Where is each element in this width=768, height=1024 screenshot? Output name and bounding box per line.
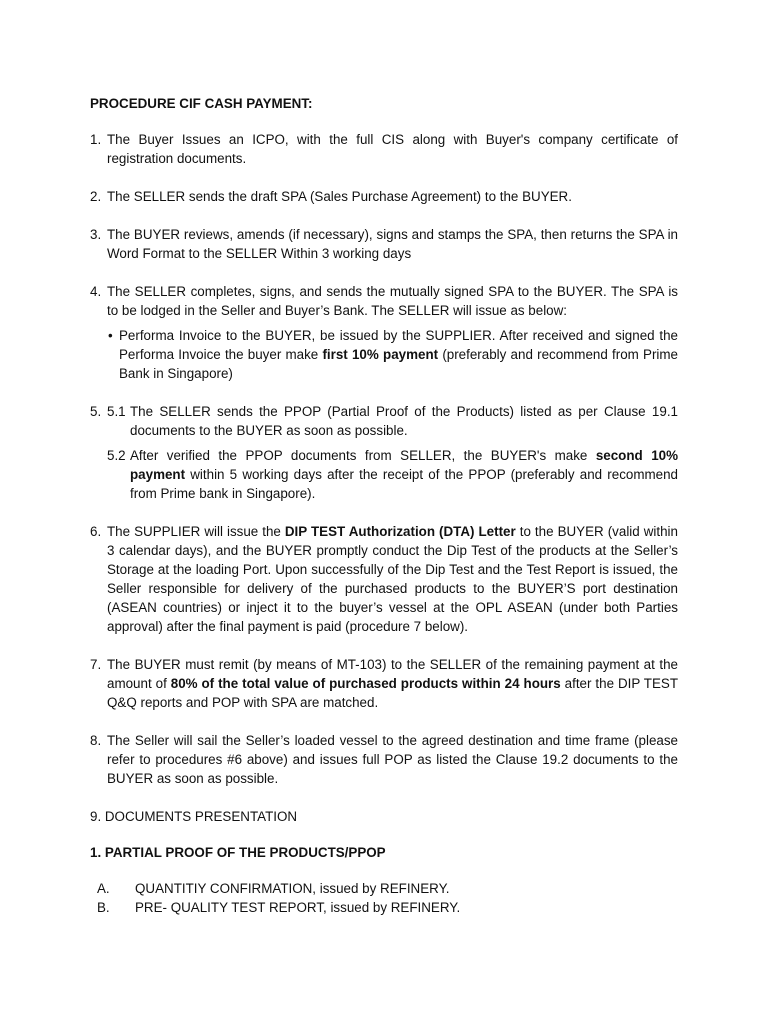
- procedure-step-7: [90, 655, 678, 712]
- sub-step-text: The SELLER sends the PPOP (Partial Proof of the Products) listed as per Clause 19.1 documents to the BUYER as soon as possible.: [130, 404, 678, 438]
- step-text: The BUYER must remit (by means of MT-103) to the SELLER of the remaining payment at the amount of: [107, 657, 678, 691]
- procedure-step-4: [90, 282, 678, 383]
- ppop-list-item: [90, 879, 678, 898]
- step-text: The SELLER completes, signs, and sends the mutually signed SPA to the BUYER. The SPA is to be lodged in the Seller and Buyer’s Bank. The SELLER will issue as below:: [107, 284, 678, 318]
- procedure-step-6: [90, 522, 678, 636]
- ppop-heading: 1. PARTIAL PROOF OF THE PRODUCTS/PPOP: [90, 845, 386, 860]
- step-text-end: to the BUYER (valid within 3 calendar days), and the BUYER promptly conduct the Dip Test of the products at the Seller’s Storage at the loading Port. Upon successfully of the Dip Test and the Test Report is issued, the Seller responsible for delivery of the purchased products to the BUYER’S port destination (ASEAN countries) or inject it to the buyer’s vessel at the OPL ASEAN (under both Parties approval) after the final payment is paid (procedure 7 below).: [107, 524, 678, 634]
- step-emphasis: DIP TEST Authorization (DTA) Letter: [284, 524, 516, 539]
- step-text: The SELLER sends the draft SPA (Sales Purchase Agreement) to the BUYER.: [107, 189, 572, 204]
- sub-step-5-1: [107, 402, 678, 440]
- step-number: 4.: [90, 284, 102, 299]
- procedure-step-2: [90, 187, 678, 206]
- step-number: 2.: [90, 189, 102, 204]
- sub-step-text: After verified the PPOP documents from SELLER, the BUYER's make: [130, 448, 596, 463]
- documents-presentation-heading: 9. DOCUMENTS PRESENTATION: [90, 809, 298, 824]
- step-number: 1.: [90, 132, 102, 147]
- ppop-list-item: [90, 898, 678, 917]
- step-text: The Seller will sail the Seller’s loaded vessel to the agreed destination and time frame (please refer to procedures #6 above) and issues full POP as listed the Clause 19.2 documents to the BUYER as soon as possible.: [107, 733, 678, 786]
- step-number: 8.: [90, 733, 102, 748]
- list-item-text: QUANTITIY CONFIRMATION, issued by REFINERY.: [135, 881, 450, 896]
- sub-step-number: 5.2: [107, 448, 126, 463]
- bullet-icon: •: [108, 328, 113, 343]
- procedure-step-8: [90, 731, 678, 788]
- step-number: 3.: [90, 227, 102, 242]
- list-letter: A.: [97, 881, 110, 896]
- step-text: The Buyer Issues an ICPO, with the full CIS along with Buyer's company certificate of registration documents.: [107, 132, 678, 166]
- document-page: [90, 94, 678, 917]
- step-text: The SUPPLIER will issue the: [107, 524, 285, 539]
- step-number: 7.: [90, 657, 102, 672]
- sub-step-5-2: [90, 446, 678, 503]
- procedure-step-5: [90, 402, 678, 503]
- bullet-text-end: (preferably and recommend from Prime Bank in Singapore): [119, 347, 679, 381]
- sub-step-text-end: within 5 working days after the receipt of the PPOP (preferably and recommend from Prime bank in Singapore).: [130, 467, 678, 501]
- sub-step-emphasis: second 10% payment: [130, 448, 678, 482]
- step-text: The BUYER reviews, amends (if necessary), signs and stamps the SPA, then returns the SPA in Word Format to the SELLER Within 3 working days: [107, 227, 678, 261]
- bullet-text: Performa Invoice to the BUYER, be issued by the SUPPLIER. After received and signed the Performa Invoice the buyer make: [119, 328, 678, 362]
- document-title: PROCEDURE CIF CASH PAYMENT:: [90, 96, 313, 111]
- procedure-step-1: [90, 130, 678, 168]
- step-emphasis: 80% of the total value of purchased products within 24 hours: [170, 676, 561, 691]
- step-number: 5.: [90, 404, 102, 419]
- procedure-step-3: [90, 225, 678, 263]
- step-number: 6.: [90, 524, 102, 539]
- step-text-end: after the DIP TEST Q&Q reports and POP with SPA are matched.: [107, 676, 678, 710]
- bullet-emphasis: first 10% payment: [322, 347, 439, 362]
- list-item-text: PRE- QUALITY TEST REPORT, issued by REFINERY.: [135, 900, 461, 915]
- performa-invoice-bullet: [107, 326, 678, 383]
- list-letter: B.: [97, 900, 110, 915]
- sub-step-number: 5.1: [107, 404, 126, 419]
